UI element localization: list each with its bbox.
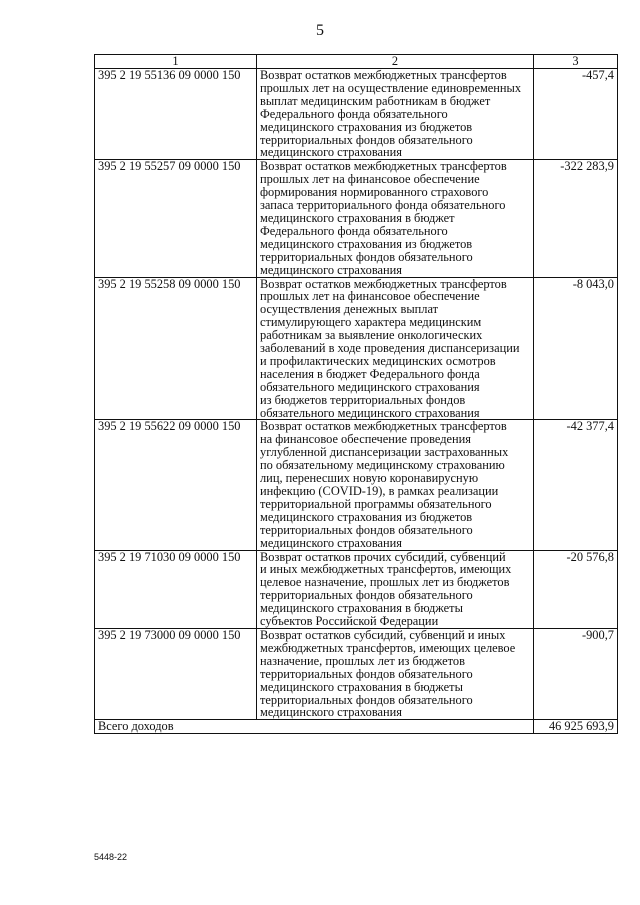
revenue-description: Возврат остатков межбюджетных трансфертов прошлых лет на финансовое обеспечение осуществления денежных выплат стимулирующего характера медицинским работникам за выявление онкологических заболеваний в ходе проведения диспансеризации и профилактических медицинских осмотров населения в бюджет Федерального фонда обязательного медицинского страхования из бюджетов территориальных фондов обязательного медицинского страхования bbox=[257, 277, 534, 420]
total-row bbox=[95, 720, 618, 734]
column-header-description: 2 bbox=[257, 55, 534, 69]
total-amount: 46 925 693,9 bbox=[534, 720, 618, 734]
amount: -900,7 bbox=[534, 628, 618, 719]
revenue-description: Возврат остатков субсидий, субвенций и иных межбюджетных трансфертов, имеющих целевое назначение, прошлых лет из бюджетов территориальных фондов обязательного медицинского страхования в бюджеты территориальных фондов обязательного медицинского страхования bbox=[257, 628, 534, 719]
revenue-description: Возврат остатков прочих субсидий, субвенций и иных межбюджетных трансфертов, имеющих целевое назначение, прошлых лет из бюджетов территориальных фондов обязательного медицинского страхования в бюджеты субъектов Российской Федерации bbox=[257, 550, 534, 628]
amount: -457,4 bbox=[534, 69, 618, 160]
amount: -42 377,4 bbox=[534, 420, 618, 550]
budget-code: 395 2 19 71030 09 0000 150 bbox=[95, 550, 257, 628]
column-header-amount: 3 bbox=[534, 55, 618, 69]
revenue-description: Возврат остатков межбюджетных трансфертов прошлых лет на осуществление единовременных выплат медицинским работникам в бюджет Федерального фонда обязательного медицинского страхования из бюджетов территориальных фондов обязательного медицинского страхования bbox=[257, 69, 534, 160]
budget-code: 395 2 19 73000 09 0000 150 bbox=[95, 628, 257, 719]
budget-code: 395 2 19 55258 09 0000 150 bbox=[95, 277, 257, 420]
column-header-code: 1 bbox=[95, 55, 257, 69]
table-header-row bbox=[95, 55, 618, 69]
page-number: 5 bbox=[316, 22, 324, 39]
table-row bbox=[95, 420, 618, 550]
table-row bbox=[95, 628, 618, 719]
budget-code: 395 2 19 55136 09 0000 150 bbox=[95, 69, 257, 160]
amount: -20 576,8 bbox=[534, 550, 618, 628]
table-row bbox=[95, 550, 618, 628]
revenue-description: Возврат остатков межбюджетных трансфертов на финансовое обеспечение проведения углубленной диспансеризации застрахованных по обязательному медицинскому страхованию лиц, перенесших новую коронавирусную инфекцию (COVID-19), в рамках реализации территориальной программы обязательного медицинского страхования из бюджетов территориальных фондов обязательного медицинского страхования bbox=[257, 420, 534, 550]
amount: -8 043,0 bbox=[534, 277, 618, 420]
table-row bbox=[95, 69, 618, 160]
footer-document-code: 5448-22 bbox=[94, 852, 128, 862]
budget-code: 395 2 19 55622 09 0000 150 bbox=[95, 420, 257, 550]
total-label: Всего доходов bbox=[95, 720, 534, 734]
revenue-table bbox=[94, 54, 618, 734]
revenue-description: Возврат остатков межбюджетных трансфертов прошлых лет на финансовое обеспечение формирования нормированного страхового запаса территориального фонда обязательного медицинского страхования в бюджет Федерального фонда обязательного медицинского страхования из бюджетов территориальных фондов обязательного медицинского страхования bbox=[257, 160, 534, 277]
table-row bbox=[95, 160, 618, 277]
budget-code: 395 2 19 55257 09 0000 150 bbox=[95, 160, 257, 277]
table-row bbox=[95, 277, 618, 420]
amount: -322 283,9 bbox=[534, 160, 618, 277]
